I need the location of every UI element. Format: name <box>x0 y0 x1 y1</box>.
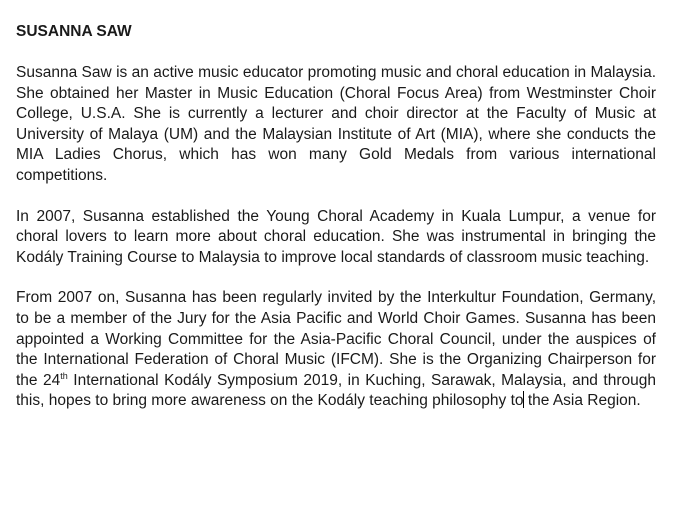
paragraph-jury-text-3: the Asia Region. <box>523 392 641 410</box>
ordinal-superscript: th <box>60 370 68 381</box>
paragraph-education: Susanna Saw is an active music educator promoting music and choral education in Malaysia. She obtained her Master in Music Education (Choral Focus Area) from Westminster Choir College, U.S.A. She is currently a lecturer and choir director at the Faculty of Music at University of Malaya (UM) and the Malaysian Institute of Art (MIA), where she conducts the MIA Ladies Chorus, which has won many Gold Medals from various international competitions. <box>16 64 656 184</box>
paragraph-jury <box>16 288 656 412</box>
paragraph-academy: In 2007, Susanna established the Young Choral Academy in Kuala Lumpur, a venue for choral lovers to learn more about choral education. She was instrumental in bringing the Kodály Training Course to Malaysia to improve local standards of classroom music teaching. <box>16 207 656 266</box>
paragraph-jury-text-1: From 2007 on, Susanna has been regularly invited by the Interkultur Foundation, Germany, to be a member of the Jury for the Asia Pacific and World Choir Games. Susanna has been appointed a Working Committee for the Asia-Pacific Choral Council, under the auspices of the International Federation of Choral Music (IFCM). She is the Organizing Chairperson for the 24 <box>16 289 656 389</box>
paragraph-jury-text-2: International Kodály Symposium 2019, in Kuching, Sarawak, Malaysia, and through this, hopes to bring more awareness on the Kodály teaching philosophy to <box>16 371 656 410</box>
document-heading: SUSANNA SAW <box>16 23 132 40</box>
document-body <box>16 22 656 432</box>
